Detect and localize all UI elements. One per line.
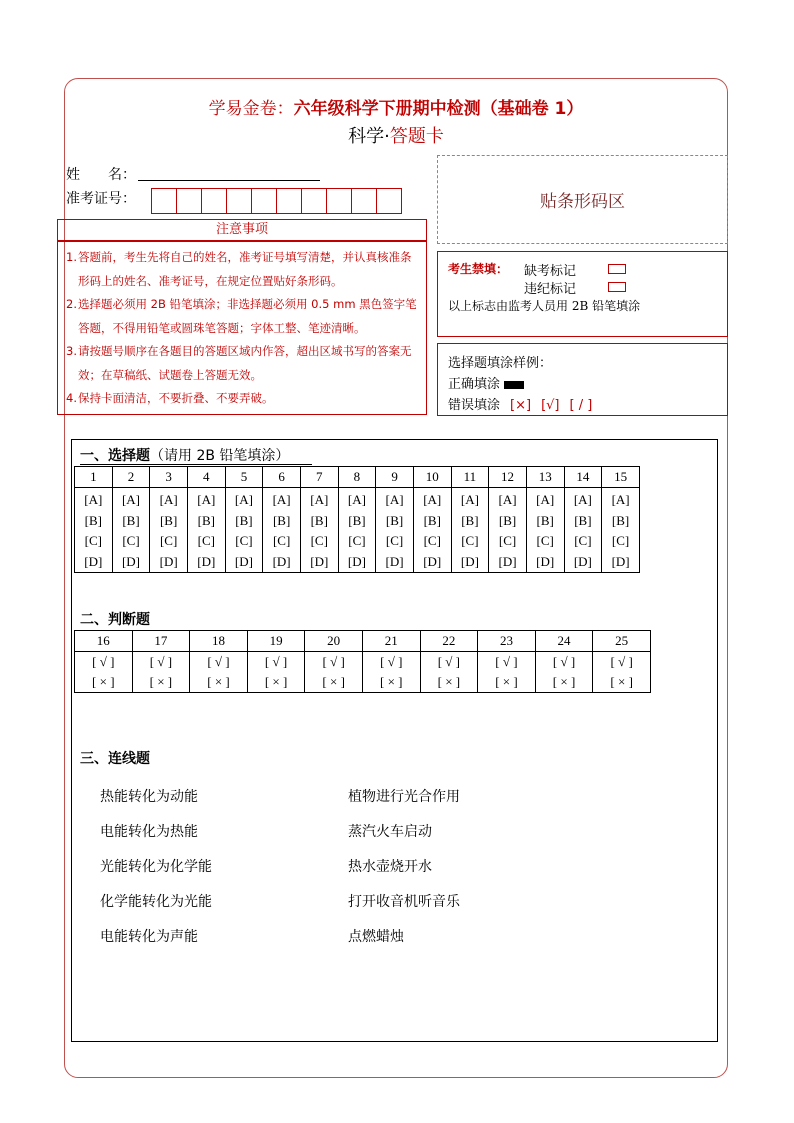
section1-title: 一、选择题 (80, 448, 150, 464)
choice-options-cell (300, 488, 338, 573)
choice-option[interactable]: [A] (347, 492, 366, 507)
notice-text: 选择题必须用 2B 铅笔填涂；非选择题必须用 0.5 mm 黑色签字笔答题，不得用铅笔或圆珠笔答题；字体工整、笔迹清晰。 (78, 297, 417, 335)
judge-option[interactable]: [ × ] (322, 674, 345, 689)
choice-option[interactable]: [B] (574, 512, 592, 528)
section1-underline (80, 464, 312, 465)
notice-heading: 注意事项 (57, 219, 427, 241)
choice-options-cell (602, 488, 640, 573)
choice-answer-grid (74, 466, 640, 573)
choice-options-cell (263, 488, 301, 573)
question-number: 21 (362, 631, 420, 652)
subtitle-prefix: 科学· (348, 126, 390, 147)
section1-heading (80, 445, 289, 465)
judge-option[interactable]: [ √ ] (264, 654, 288, 669)
judge-option[interactable]: [ √ ] (149, 654, 173, 669)
question-number: 19 (247, 631, 305, 652)
match-left-item[interactable]: 电能转化为热能 (100, 824, 198, 840)
match-left-item[interactable]: 电能转化为声能 (100, 929, 198, 945)
choice-option[interactable]: [D] (197, 553, 216, 569)
match-right-item[interactable]: 打开收音机听音乐 (348, 894, 460, 910)
question-number: 11 (451, 467, 489, 488)
question-number: 25 (593, 631, 651, 652)
id-digit-box[interactable] (226, 188, 252, 214)
choice-option[interactable]: [A] (121, 492, 140, 507)
judge-option[interactable]: [ × ] (495, 674, 518, 689)
choice-options-cell (187, 488, 225, 573)
notice-item (66, 246, 420, 293)
judge-option[interactable]: [ × ] (149, 674, 173, 689)
id-label: 准考证号： (66, 191, 136, 207)
id-digit-box[interactable] (151, 188, 177, 214)
choice-option[interactable]: [C] (611, 533, 630, 548)
correct-fill-mark (504, 381, 524, 389)
choice-option[interactable]: [C] (385, 533, 404, 548)
id-digit-box[interactable] (376, 188, 402, 214)
judge-option[interactable]: [ × ] (437, 674, 461, 689)
notice-number: 2. (66, 297, 77, 311)
question-number: 12 (489, 467, 527, 488)
subtitle-main: 答题卡 (389, 126, 444, 147)
match-left-item[interactable]: 光能转化为化学能 (100, 859, 212, 875)
choice-options-cell (489, 488, 527, 573)
choice-option[interactable]: [B] (84, 512, 102, 528)
match-left-item[interactable]: 化学能转化为光能 (100, 894, 212, 910)
choice-option[interactable]: [D] (84, 553, 103, 569)
choice-option[interactable]: [A] (197, 492, 216, 507)
choice-option[interactable]: [D] (460, 553, 479, 569)
barcode-label: 贴条形码区 (540, 192, 625, 212)
choice-option[interactable]: [A] (423, 492, 442, 507)
match-left-item[interactable]: 热能转化为动能 (100, 789, 198, 805)
id-digit-box[interactable] (201, 188, 227, 214)
judge-options-cell (305, 652, 363, 693)
exam-title: 六年级科学下册期中检测（基础卷 1） (293, 99, 584, 119)
true-false-grid (74, 630, 651, 693)
name-input-line[interactable] (138, 180, 320, 181)
choice-option[interactable]: [C] (310, 533, 328, 548)
section2-heading: 二、判断题 (80, 612, 150, 628)
notice-item (66, 340, 420, 387)
choice-option[interactable]: [B] (272, 512, 291, 528)
choice-option[interactable]: [D] (159, 553, 178, 569)
judge-option[interactable]: [ √ ] (437, 654, 460, 669)
id-digit-box[interactable] (251, 188, 277, 214)
choice-option[interactable]: [A] (234, 492, 253, 507)
choice-option[interactable]: [A] (460, 492, 479, 507)
judge-options-cell (593, 652, 651, 693)
choice-option[interactable]: [A] (573, 492, 592, 507)
question-number: 13 (526, 467, 564, 488)
wrong-mark: [ / ] (569, 398, 593, 413)
choice-option[interactable]: [C] (498, 533, 517, 548)
choice-option[interactable]: [B] (197, 512, 215, 528)
violation-mark-box[interactable] (608, 282, 626, 292)
notice-number: 1. (66, 250, 77, 264)
choice-option[interactable]: [D] (272, 553, 291, 569)
wrong-mark: [×] (510, 398, 532, 413)
choice-options-cell (451, 488, 489, 573)
judge-option[interactable]: [ √ ] (495, 654, 518, 669)
choice-option[interactable]: [B] (536, 512, 554, 528)
absent-mark-box[interactable] (608, 264, 626, 274)
judge-options-cell (75, 652, 133, 693)
judge-options-cell (362, 652, 420, 693)
examiner-only-box (437, 251, 728, 337)
choice-option[interactable]: [D] (385, 553, 404, 569)
absent-label: 缺考标记 (524, 264, 577, 279)
choice-option[interactable]: [A] (498, 492, 517, 507)
question-number: 5 (225, 467, 263, 488)
section3-heading: 三、连线题 (80, 751, 150, 767)
choice-option[interactable]: [C] (461, 533, 479, 548)
choice-option[interactable]: [C] (159, 533, 178, 548)
question-number: 16 (75, 631, 133, 652)
wrong-mark: [√] (541, 398, 560, 413)
choice-option[interactable]: [D] (498, 553, 517, 569)
match-right-item[interactable]: 植物进行光合作用 (348, 789, 460, 805)
question-number: 17 (132, 631, 190, 652)
choice-option[interactable]: [A] (272, 492, 291, 507)
match-right-item[interactable]: 点燃蜡烛 (348, 929, 404, 945)
choice-option[interactable]: [D] (310, 553, 329, 569)
choice-option[interactable]: [A] (536, 492, 555, 507)
question-number: 8 (338, 467, 376, 488)
question-number: 9 (376, 467, 414, 488)
id-digit-box[interactable] (176, 188, 202, 214)
question-number: 20 (305, 631, 363, 652)
name-label: 姓 名： (66, 167, 136, 183)
judge-options-cell (247, 652, 305, 693)
judge-option[interactable]: [ × ] (207, 674, 230, 689)
choice-option[interactable]: [B] (611, 512, 630, 528)
choice-option[interactable]: [D] (423, 553, 442, 569)
question-number: 18 (190, 631, 248, 652)
question-number: 22 (420, 631, 478, 652)
choice-option[interactable]: [C] (122, 533, 140, 548)
choice-option[interactable]: [C] (272, 533, 291, 548)
choice-options-cell (564, 488, 602, 573)
question-number: 7 (300, 467, 338, 488)
fill-sample-box (437, 343, 728, 416)
choice-options-cell (112, 488, 150, 573)
choice-options-cell (225, 488, 263, 573)
brand-label: 学易金卷： (208, 99, 294, 119)
section1-hint: （请用 2B 铅笔填涂） (150, 448, 290, 464)
page-title (64, 94, 728, 119)
notice-number: 4. (66, 391, 77, 405)
choice-option[interactable]: [C] (423, 533, 441, 548)
sample-title: 选择题填涂样例： (448, 356, 553, 371)
choice-options-cell (526, 488, 564, 573)
judge-option[interactable]: [ √ ] (610, 654, 633, 669)
notice-number: 3. (66, 344, 77, 358)
match-right-item[interactable]: 蒸汽火车启动 (348, 824, 432, 840)
notice-box (57, 241, 427, 415)
judge-options-cell (190, 652, 248, 693)
question-number: 10 (413, 467, 451, 488)
choice-option[interactable]: [B] (122, 512, 140, 528)
correct-fill-label: 正确填涂 (448, 377, 501, 392)
choice-option[interactable]: [B] (461, 512, 479, 528)
choice-option[interactable]: [A] (159, 492, 178, 507)
choice-option[interactable]: [D] (121, 553, 140, 569)
judge-option[interactable]: [ × ] (380, 674, 403, 689)
notice-text: 答题前，考生先将自己的姓名，准考证号填写清楚，并认真核准条形码上的姓名、准考证号，在规定位置贴好条形码。 (78, 250, 412, 288)
choice-option[interactable]: [B] (235, 512, 253, 528)
notice-text: 请按题号顺序在各题目的答题区域内作答，超出区域书写的答案无效；在草稿纸、试题卷上答题无效。 (78, 344, 412, 382)
wrong-fill-label: 错误填涂 (448, 398, 501, 413)
choice-option[interactable]: [C] (197, 533, 215, 548)
question-number: 6 (263, 467, 301, 488)
choice-option[interactable]: [B] (385, 512, 404, 528)
choice-options-cell (150, 488, 188, 573)
notice-item (66, 293, 420, 340)
choice-option[interactable]: [A] (385, 492, 404, 507)
judge-option[interactable]: [ × ] (610, 674, 633, 689)
notice-text: 保持卡面清洁，不要折叠、不要弄破。 (78, 391, 274, 405)
choice-option[interactable]: [D] (573, 553, 592, 569)
choice-option[interactable]: [A] (611, 492, 630, 507)
choice-options-cell (338, 488, 376, 573)
ban-title: 考生禁填： (448, 262, 509, 276)
judge-options-cell (535, 652, 593, 693)
judge-option[interactable]: [ √ ] (207, 654, 230, 669)
choice-option[interactable]: [C] (235, 533, 253, 548)
judge-option[interactable]: [ √ ] (92, 654, 115, 669)
choice-option[interactable]: [B] (498, 512, 517, 528)
judge-option[interactable]: [ √ ] (380, 654, 403, 669)
id-digit-box[interactable] (351, 188, 377, 214)
choice-option[interactable]: [C] (574, 533, 592, 548)
choice-option[interactable]: [B] (310, 512, 328, 528)
choice-options-cell (75, 488, 113, 573)
choice-option[interactable]: [C] (536, 533, 554, 548)
choice-option[interactable]: [B] (159, 512, 178, 528)
judge-option[interactable]: [ × ] (552, 674, 576, 689)
judge-option[interactable]: [ × ] (264, 674, 288, 689)
choice-option[interactable]: [B] (423, 512, 441, 528)
id-digit-box[interactable] (326, 188, 352, 214)
id-digit-box[interactable] (301, 188, 327, 214)
question-number: 14 (564, 467, 602, 488)
page-subtitle (64, 122, 728, 148)
judge-options-cell (478, 652, 536, 693)
choice-option[interactable]: [D] (611, 553, 630, 569)
judge-option[interactable]: [ × ] (92, 674, 115, 689)
choice-option[interactable]: [D] (347, 553, 366, 569)
choice-options-cell (376, 488, 414, 573)
question-number: 23 (478, 631, 536, 652)
choice-options-cell (413, 488, 451, 573)
ban-note: 以上标志由监考人员用 2B 铅笔填涂 (448, 299, 641, 313)
barcode-area (437, 155, 728, 244)
judge-options-cell (132, 652, 190, 693)
notice-item (66, 387, 420, 411)
choice-option[interactable]: [D] (536, 553, 555, 569)
judge-option[interactable]: [ √ ] (552, 654, 576, 669)
choice-option[interactable]: [A] (310, 492, 329, 507)
choice-option[interactable]: [A] (84, 492, 103, 507)
question-number: 15 (602, 467, 640, 488)
question-number: 2 (112, 467, 150, 488)
id-number-boxes[interactable] (151, 188, 401, 214)
choice-option[interactable]: [B] (348, 512, 366, 528)
question-number: 3 (150, 467, 188, 488)
question-number: 1 (75, 467, 113, 488)
question-number: 24 (535, 631, 593, 652)
question-number: 4 (187, 467, 225, 488)
choice-option[interactable]: [C] (84, 533, 102, 548)
judge-options-cell (420, 652, 478, 693)
choice-option[interactable]: [D] (234, 553, 253, 569)
judge-option[interactable]: [ √ ] (322, 654, 345, 669)
id-digit-box[interactable] (276, 188, 302, 214)
choice-option[interactable]: [C] (348, 533, 366, 548)
violation-label: 违纪标记 (524, 282, 577, 297)
match-right-item[interactable]: 热水壶烧开水 (348, 859, 432, 875)
